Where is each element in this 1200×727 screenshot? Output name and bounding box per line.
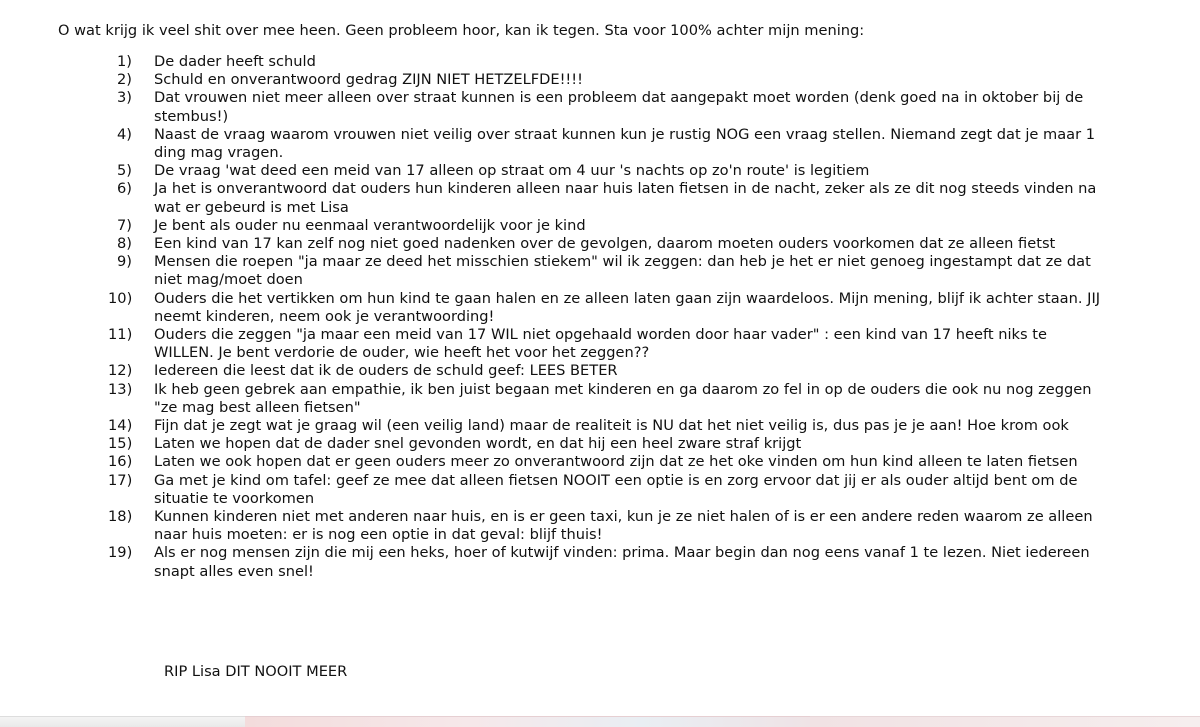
list-item (108, 453, 1108, 471)
list-item-number (108, 162, 154, 180)
list-item-number-label: 9) (117, 253, 132, 271)
numbered-list (108, 53, 1108, 581)
closing-text: RIP Lisa DIT NOOIT MEER (164, 663, 348, 680)
list-item-text: Mensen die roepen "ja maar ze deed het misschien stiekem" wil ik zeggen: dan heb je het er niet genoeg ingestampt dat ze dat niet mag/moet doen (154, 253, 1091, 289)
list-item (108, 544, 1108, 580)
list-item-text: Iedereen die leest dat ik de ouders de schuld geef: LEES BETER (154, 362, 618, 380)
list-item-number-label: 10) (108, 289, 133, 307)
list-item (108, 290, 1108, 326)
list-item (108, 362, 1108, 380)
list-item-number (108, 126, 154, 162)
list-item-text: Dat vrouwen niet meer alleen over straat kunnen is een probleem dat aangepakt moet worden (denk goed na in oktober bij de stembus!) (154, 89, 1084, 125)
list-item-number (108, 472, 154, 508)
list-item (108, 180, 1108, 216)
list-item (108, 126, 1108, 162)
list-item-text: Fijn dat je zegt wat je graag wil (een veilig land) maar de realiteit is NU dat het niet veilig is, dus pas je je aan! Hoe krom ook (154, 417, 1069, 435)
list-item-number-label: 12) (108, 362, 133, 380)
list-item-text: Ja het is onverantwoord dat ouders hun kinderen alleen naar huis laten fietsen in de nacht, zeker als ze dit nog steeds vinden na wat er gebeurd is met Lisa (154, 180, 1097, 216)
list-item-number (108, 453, 154, 471)
list-item (108, 235, 1108, 253)
list-item-number (108, 544, 154, 580)
list-item-number (108, 326, 154, 362)
list-item (108, 217, 1108, 235)
list-item-number-label: 5) (117, 162, 132, 180)
list-item-number-label: 6) (117, 180, 132, 198)
strip-segment-right (810, 716, 1200, 727)
list-item-number (108, 435, 154, 453)
list-item-number-label: 15) (108, 435, 133, 453)
list-item-text: Laten we hopen dat de dader snel gevonden wordt, en dat hij een heel zware straf krijgt (154, 435, 802, 453)
list-item-text: Schuld en onverantwoord gedrag ZIJN NIET HETZELFDE!!!! (154, 71, 583, 89)
list-item-number-label: 16) (108, 453, 133, 471)
list-item-number-label: 14) (108, 417, 133, 435)
list-item-number (108, 71, 154, 89)
list-item (108, 417, 1108, 435)
list-item-number (108, 508, 154, 544)
list-item-number (108, 235, 154, 253)
list-item (108, 381, 1108, 417)
list-item (108, 253, 1108, 289)
list-item (108, 89, 1108, 125)
list-item (108, 472, 1108, 508)
list-item-text: Ouders die zeggen "ja maar een meid van 17 WIL niet opgehaald worden door haar vader" : een kind van 17 heeft niks te WILLEN. Je bent verdorie de ouder, wie heeft het voor het zeggen?? (154, 326, 1047, 362)
list-item-text: De vraag 'wat deed een meid van 17 alleen op straat om 4 uur 's nachts op zo'n route' is legitiem (154, 162, 870, 180)
list-item-number-label: 8) (117, 235, 132, 253)
list-item (108, 435, 1108, 453)
list-item (108, 508, 1108, 544)
list-item-number-label: 4) (117, 125, 132, 143)
list-item-number-label: 11) (108, 326, 133, 344)
list-item-number-label: 7) (117, 216, 132, 234)
list-item-text: Kunnen kinderen niet met anderen naar huis, en is er geen taxi, kun je ze niet halen of is er een andere reden waarom ze alleen naar huis moeten: er is nog een optie in dat geval: blijf thuis! (154, 508, 1093, 544)
list-item-number-label: 13) (108, 380, 133, 398)
list-item (108, 162, 1108, 180)
list-item-number (108, 381, 154, 417)
list-item-number (108, 53, 154, 71)
list-item-number (108, 290, 154, 326)
list-item-text: Laten we ook hopen dat er geen ouders meer zo onverantwoord zijn dat ze het oke vinden om hun kind alleen te laten fietsen (154, 453, 1078, 471)
list-item (108, 71, 1108, 89)
list-item-number (108, 253, 154, 289)
list-item-number (108, 417, 154, 435)
list-item-text: Een kind van 17 kan zelf nog niet goed nadenken over de gevolgen, daarom moeten ouders voorkomen dat ze alleen fietst (154, 235, 1056, 253)
list-item-number-label: 1) (117, 53, 132, 70)
list-item-text: Ik heb geen gebrek aan empathie, ik ben juist begaan met kinderen en ga daarom zo fel in op de ouders die ook nu nog zeggen "ze mag best alleen fietsen" (154, 380, 1092, 416)
list-item-number (108, 180, 154, 216)
strip-segment-left (0, 716, 245, 727)
list-item-number (108, 362, 154, 380)
list-item-text: Ouders die het vertikken om hun kind te gaan halen en ze alleen laten gaan zijn waardeloos. Mijn mening, blijf ik achter staan. JIJ neemt kinderen, neem ook je verantwoording! (154, 289, 1101, 325)
strip-segment-middle (245, 716, 810, 727)
list-item-number-label: 2) (117, 71, 132, 89)
list-item-number-label: 3) (117, 89, 132, 107)
list-item-text: Als er nog mensen zijn die mij een heks, hoer of kutwijf vinden: prima. Maar begin dan nog eens vanaf 1 te lezen. Niet iedereen snapt alles even snel! (154, 544, 1090, 580)
list-item (108, 53, 1108, 71)
bottom-strip (0, 716, 1200, 727)
list-item-number-label: 19) (108, 544, 133, 562)
list-item-number (108, 217, 154, 235)
list-item (108, 326, 1108, 362)
list-item-text: Je bent als ouder nu eenmaal verantwoordelijk voor je kind (154, 216, 586, 234)
list-item-text: Ga met je kind om tafel: geef ze mee dat alleen fietsen NOOIT een optie is en zorg ervoor dat jij er als ouder altijd bent om de situatie te voorkomen (154, 471, 1078, 507)
list-item-text: Naast de vraag waarom vrouwen niet veilig over straat kunnen kun je rustig NOG een vraag stellen. Niemand zegt dat je maar 1 ding mag vragen. (154, 125, 1096, 162)
intro-text: O wat krijg ik veel shit over mee heen. Geen probleem hoor, kan ik tegen. Sta voor 100% achter mijn mening: (58, 22, 865, 39)
list-item-number (108, 89, 154, 125)
list-item-number-label: 18) (108, 508, 133, 526)
list-item-number-label: 17) (108, 471, 133, 489)
list-item-text: De dader heeft schuld (154, 53, 316, 70)
